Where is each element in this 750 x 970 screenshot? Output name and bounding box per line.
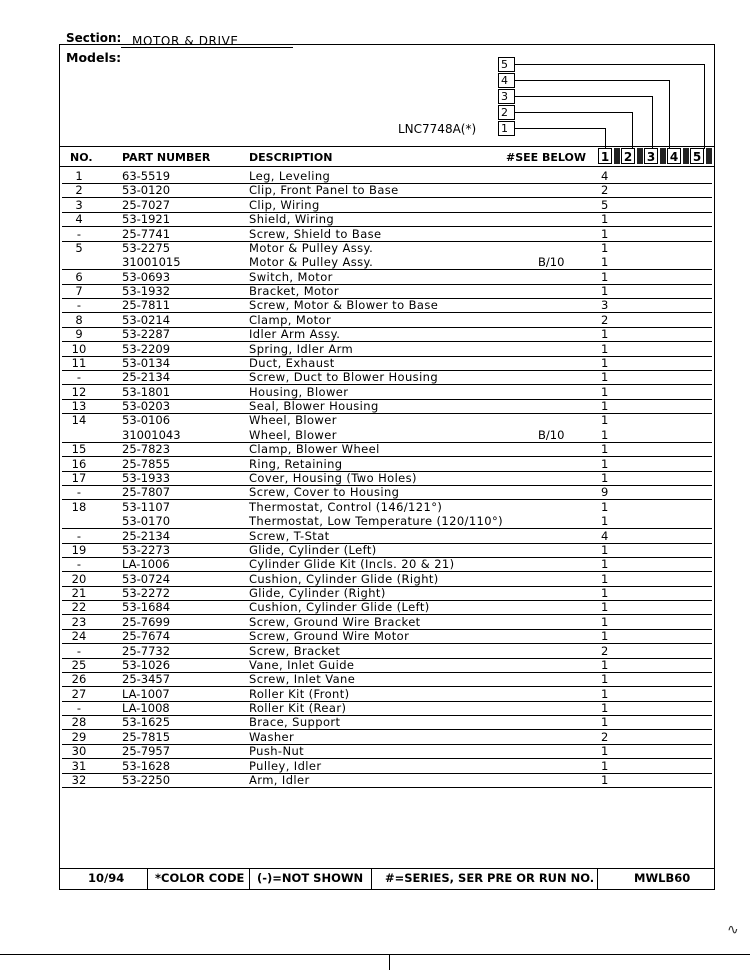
row-number: 20	[71, 571, 87, 586]
row-part-number: 53-0693	[122, 269, 171, 284]
row-description: Leg, Leveling	[249, 169, 331, 183]
row-part-number: 31001043	[122, 427, 181, 442]
table-row	[62, 285, 714, 299]
row-number: -	[76, 701, 82, 716]
table-row	[62, 601, 714, 615]
row-quantity: 5	[601, 197, 609, 212]
row-description: Seal, Blower Housing	[249, 399, 379, 414]
row-quantity: 1	[601, 240, 609, 255]
row-number: 12	[71, 384, 87, 399]
model-column-divider-3	[660, 148, 666, 164]
row-number: 5	[75, 240, 83, 255]
row-part-number: 25-7732	[122, 643, 171, 658]
row-quantity: 1	[601, 470, 609, 485]
table-row	[62, 558, 714, 572]
row-number: 30	[71, 744, 87, 759]
row-description: Cushion, Cylinder Glide (Left)	[249, 600, 430, 615]
row-part-number: 53-1107	[122, 499, 171, 514]
row-part-number: 25-7823	[122, 442, 171, 457]
table-row	[62, 501, 714, 515]
row-quantity: 1	[601, 355, 609, 370]
row-number: 6	[75, 269, 83, 284]
row-description: Screw, Bracket	[249, 643, 341, 658]
row-part-number: 31001015	[122, 255, 181, 270]
table-row	[62, 414, 714, 428]
row-description: Ring, Retaining	[249, 456, 343, 471]
model-column-3: 3	[644, 148, 658, 164]
row-part-number: 25-7815	[122, 729, 171, 744]
row-description: Motor & Pulley Assy.	[249, 255, 374, 270]
row-part-number: 53-0724	[122, 571, 171, 586]
row-part-number: 53-1628	[122, 758, 171, 773]
row-description: Duct, Exhaust	[249, 355, 335, 370]
table-row	[62, 343, 714, 357]
column-header-part-number: PART NUMBER	[122, 151, 211, 164]
row-quantity: 4	[601, 169, 609, 183]
row-quantity: 1	[601, 672, 609, 687]
row-quantity: 1	[601, 499, 609, 514]
row-quantity: 1	[601, 413, 609, 428]
row-part-number: 53-2209	[122, 341, 171, 356]
model-column-4: 4	[667, 148, 681, 164]
row-part-number: LA-1006	[122, 557, 170, 572]
row-description: Vane, Inlet Guide	[249, 657, 355, 672]
row-quantity: 2	[601, 312, 609, 327]
row-quantity: 2	[601, 643, 609, 658]
row-number: 24	[71, 629, 87, 644]
table-row	[62, 688, 714, 702]
row-quantity: 1	[601, 456, 609, 471]
row-part-number: 25-7855	[122, 456, 171, 471]
model-ladder-box-4: 4	[498, 73, 515, 88]
row-number: 18	[71, 499, 87, 514]
row-quantity: 4	[601, 528, 609, 543]
row-quantity: 1	[601, 758, 609, 773]
row-number: 9	[75, 327, 83, 342]
row-number: 19	[71, 542, 87, 557]
table-row	[62, 774, 714, 788]
row-description: Clip, Wiring	[249, 197, 320, 212]
table-row	[62, 357, 714, 371]
row-part-number: 25-3457	[122, 672, 171, 687]
models-label: Models:	[66, 50, 122, 65]
row-quantity: 1	[601, 514, 609, 529]
row-quantity: 1	[601, 284, 609, 299]
table-row	[62, 486, 714, 500]
row-number: 28	[71, 715, 87, 730]
table-row	[62, 299, 714, 313]
row-number: 8	[75, 312, 83, 327]
row-quantity: 1	[601, 269, 609, 284]
row-description: Clamp, Blower Wheel	[249, 442, 380, 457]
row-number: 27	[71, 686, 87, 701]
table-row	[62, 256, 714, 270]
table-row	[62, 616, 714, 630]
model-column-divider-1	[614, 148, 620, 164]
row-quantity: 1	[601, 715, 609, 730]
table-row	[62, 645, 714, 659]
row-quantity: 1	[601, 629, 609, 644]
table-row	[62, 745, 714, 759]
row-part-number: 53-0106	[122, 413, 171, 428]
row-quantity: 1	[601, 686, 609, 701]
row-quantity: 1	[601, 744, 609, 759]
row-quantity: 1	[601, 442, 609, 457]
table-row	[62, 760, 714, 774]
row-part-number: LA-1007	[122, 686, 170, 701]
row-quantity: 1	[601, 701, 609, 716]
table-row	[62, 184, 714, 198]
row-quantity: 1	[601, 255, 609, 270]
row-part-number: 53-1026	[122, 657, 171, 672]
row-description: Arm, Idler	[249, 772, 310, 787]
table-row	[62, 458, 714, 472]
header-bottom-rule	[59, 166, 715, 167]
row-part-number: 53-0203	[122, 399, 171, 414]
model-column-divider-2	[637, 148, 643, 164]
row-number: 31	[71, 758, 87, 773]
row-quantity: 1	[601, 327, 609, 342]
row-quantity: 2	[601, 183, 609, 198]
row-part-number: 25-7957	[122, 744, 171, 759]
row-description: Screw, T-Stat	[249, 528, 330, 543]
table-row	[62, 587, 714, 601]
table-row	[62, 630, 714, 644]
row-description: Brace, Support	[249, 715, 341, 730]
row-part-number: 25-7674	[122, 629, 171, 644]
row-description: Screw, Motor & Blower to Base	[249, 298, 439, 313]
row-quantity: 1	[601, 557, 609, 572]
model-name: LNC7748A(*)	[398, 122, 477, 136]
footer-series: #=SERIES, SER PRE OR RUN NO.	[385, 871, 595, 885]
table-row	[62, 170, 714, 184]
row-description: Screw, Cover to Housing	[249, 485, 400, 500]
footer-rule	[59, 868, 715, 869]
row-part-number: 25-7699	[122, 614, 171, 629]
row-number: 14	[71, 413, 87, 428]
row-description: Switch, Motor	[249, 269, 333, 284]
row-part-number: 53-0120	[122, 183, 171, 198]
footer-doc-code: MWLB60	[634, 871, 691, 885]
row-description: Clip, Front Panel to Base	[249, 183, 399, 198]
row-quantity: 1	[601, 427, 609, 442]
model-column-divider-4	[683, 148, 689, 164]
row-part-number: 53-2250	[122, 772, 171, 787]
column-header-no: NO.	[70, 151, 93, 164]
row-description: Screw, Inlet Vane	[249, 672, 356, 687]
row-part-number: LA-1008	[122, 701, 170, 716]
section-label: Section:	[66, 31, 122, 45]
row-number: -	[76, 528, 82, 543]
row-description: Thermostat, Low Temperature (120/110°)	[249, 514, 504, 529]
section-value: MOTOR & DRIVE	[132, 34, 239, 48]
row-description: Screw, Duct to Blower Housing	[249, 370, 439, 385]
row-series: B/10	[538, 255, 565, 270]
row-description: Push-Nut	[249, 744, 305, 759]
row-number: 22	[71, 600, 87, 615]
model-column-divider-5	[706, 148, 712, 164]
row-number: 1	[75, 169, 83, 183]
column-header-description: DESCRIPTION	[249, 151, 333, 164]
footer-separator-1	[147, 868, 148, 890]
row-number: -	[76, 557, 82, 572]
row-number: -	[76, 370, 82, 385]
table-row	[62, 544, 714, 558]
column-header-see-below: #SEE BELOW	[506, 151, 586, 164]
row-description: Shield, Wiring	[249, 212, 335, 227]
table-row	[62, 530, 714, 544]
row-number: 16	[71, 456, 87, 471]
model-column-2: 2	[621, 148, 635, 164]
row-part-number: 53-1921	[122, 212, 171, 227]
model-ladder-box-1: 1	[498, 121, 515, 136]
page-bottom-rule	[0, 954, 750, 955]
row-quantity: 1	[601, 772, 609, 787]
row-part-number: 25-7741	[122, 226, 171, 241]
model-column-5: 5	[690, 148, 704, 164]
table-row	[62, 731, 714, 745]
table-row	[62, 199, 714, 213]
row-part-number: 25-7027	[122, 197, 171, 212]
row-description: Cylinder Glide Kit (Incls. 20 & 21)	[249, 557, 455, 572]
footer-separator-2	[249, 868, 250, 890]
page-bottom-tick	[389, 954, 390, 970]
model-ladder-box-3: 3	[498, 89, 515, 104]
table-row	[62, 515, 714, 529]
row-description: Clamp, Motor	[249, 312, 332, 327]
row-part-number: 53-1933	[122, 470, 171, 485]
row-quantity: 2	[601, 729, 609, 744]
row-quantity: 1	[601, 614, 609, 629]
row-number: 15	[71, 442, 87, 457]
table-row	[62, 328, 714, 342]
table-row	[62, 271, 714, 285]
row-quantity: 1	[601, 586, 609, 601]
row-number: 17	[71, 470, 87, 485]
footer-date: 10/94	[88, 871, 125, 885]
table-row	[62, 213, 714, 227]
footer-not-shown: (-)=NOT SHOWN	[257, 871, 364, 885]
row-part-number: 25-7807	[122, 485, 171, 500]
table-row	[62, 429, 714, 443]
header-rule	[59, 146, 715, 147]
row-quantity: 1	[601, 370, 609, 385]
row-part-number: 53-1932	[122, 284, 171, 299]
row-quantity: 1	[601, 657, 609, 672]
row-part-number: 63-5519	[122, 169, 171, 183]
row-part-number: 53-0214	[122, 312, 171, 327]
row-description: Roller Kit (Rear)	[249, 701, 347, 716]
row-number: 2	[75, 183, 83, 198]
row-part-number: 53-1684	[122, 600, 171, 615]
row-quantity: 1	[601, 542, 609, 557]
row-quantity: 1	[601, 226, 609, 241]
row-quantity: 1	[601, 212, 609, 227]
table-row	[62, 443, 714, 457]
row-description: Motor & Pulley Assy.	[249, 240, 374, 255]
row-description: Glide, Cylinder (Right)	[249, 586, 386, 601]
row-description: Washer	[249, 729, 295, 744]
row-description: Spring, Idler Arm	[249, 341, 354, 356]
row-description: Housing, Blower	[249, 384, 349, 399]
table-row	[62, 702, 714, 716]
row-number: 3	[75, 197, 83, 212]
row-number: 7	[75, 284, 83, 299]
row-part-number: 53-2287	[122, 327, 171, 342]
row-description: Cover, Housing (Two Holes)	[249, 470, 417, 485]
row-description: Screw, Ground Wire Bracket	[249, 614, 421, 629]
row-part-number: 53-2275	[122, 240, 171, 255]
row-number: 4	[75, 212, 83, 227]
table-row	[62, 716, 714, 730]
row-quantity: 9	[601, 485, 609, 500]
model-column-1: 1	[598, 148, 612, 164]
row-quantity: 1	[601, 571, 609, 586]
row-number: 32	[71, 772, 87, 787]
table-row	[62, 400, 714, 414]
corner-scan-mark: ∿	[727, 922, 739, 938]
model-ladder-box-2: 2	[498, 105, 515, 120]
table-row	[62, 314, 714, 328]
row-part-number: 53-1801	[122, 384, 171, 399]
row-quantity: 3	[601, 298, 609, 313]
model-ladder-box-5: 5	[498, 57, 515, 72]
row-description: Screw, Ground Wire Motor	[249, 629, 410, 644]
row-description: Screw, Shield to Base	[249, 226, 382, 241]
table-row	[62, 659, 714, 673]
row-part-number: 25-2134	[122, 370, 171, 385]
footer-separator-4	[597, 868, 598, 890]
table-row	[62, 242, 714, 256]
row-description: Pulley, Idler	[249, 758, 322, 773]
table-row	[62, 386, 714, 400]
row-number: 10	[71, 341, 87, 356]
row-description: Idler Arm Assy.	[249, 327, 341, 342]
row-quantity: 1	[601, 384, 609, 399]
row-description: Thermostat, Control (146/121°)	[249, 499, 443, 514]
row-quantity: 1	[601, 600, 609, 615]
table-row	[62, 673, 714, 687]
row-number: 26	[71, 672, 87, 687]
row-number: 25	[71, 657, 87, 672]
row-number: 11	[71, 355, 87, 370]
row-number: -	[76, 298, 82, 313]
row-number: 23	[71, 614, 87, 629]
row-series: B/10	[538, 427, 565, 442]
footer-color-code: *COLOR CODE	[155, 871, 245, 885]
row-part-number: 25-2134	[122, 528, 171, 543]
row-number: 21	[71, 586, 87, 601]
table-row	[62, 573, 714, 587]
table-row	[62, 228, 714, 242]
row-number: 13	[71, 399, 87, 414]
row-number: -	[76, 485, 82, 500]
row-description: Cushion, Cylinder Glide (Right)	[249, 571, 439, 586]
row-description: Glide, Cylinder (Left)	[249, 542, 377, 557]
table-row	[62, 371, 714, 385]
footer-separator-3	[371, 868, 372, 890]
table-row	[62, 472, 714, 486]
row-part-number: 53-2273	[122, 542, 171, 557]
row-quantity: 1	[601, 399, 609, 414]
row-part-number: 25-7811	[122, 298, 171, 313]
row-description: Roller Kit (Front)	[249, 686, 350, 701]
row-underline	[62, 787, 712, 788]
row-part-number: 53-0134	[122, 355, 171, 370]
row-description: Wheel, Blower	[249, 427, 337, 442]
row-number: -	[76, 226, 82, 241]
row-part-number: 53-1625	[122, 715, 171, 730]
row-part-number: 53-2272	[122, 586, 171, 601]
row-description: Bracket, Motor	[249, 284, 339, 299]
row-number: 29	[71, 729, 87, 744]
row-part-number: 53-0170	[122, 514, 171, 529]
row-description: Wheel, Blower	[249, 413, 337, 428]
row-quantity: 1	[601, 341, 609, 356]
row-number: -	[76, 643, 82, 658]
